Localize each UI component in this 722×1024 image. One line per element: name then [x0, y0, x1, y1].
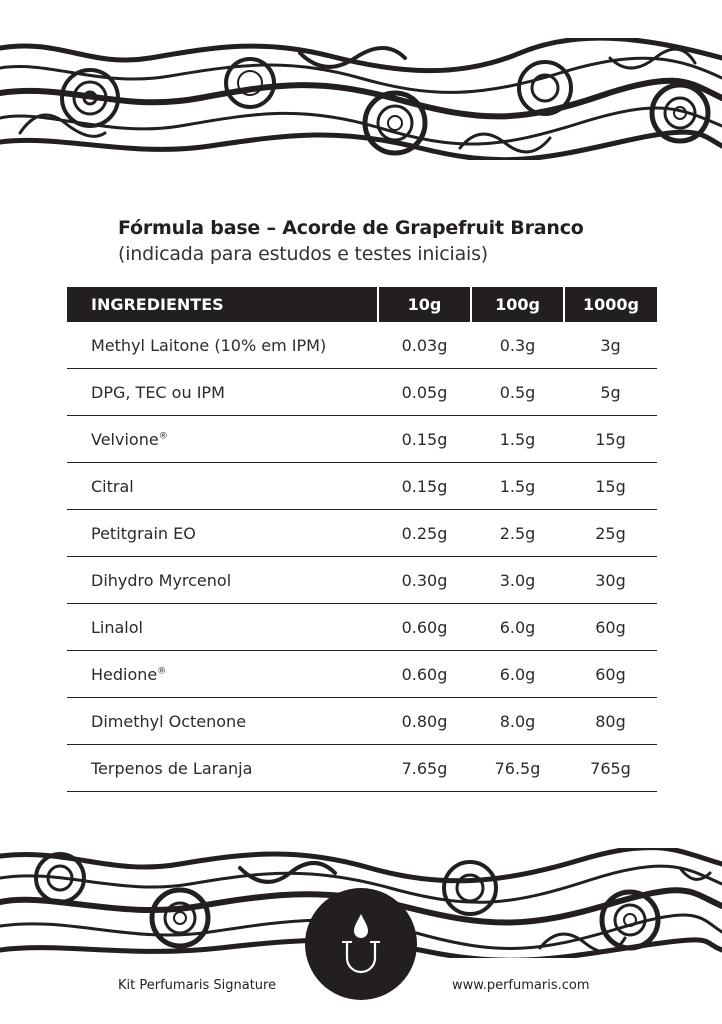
column-header-10g: 10g: [378, 287, 471, 322]
ingredient-name: Terpenos de Laranja: [67, 745, 378, 792]
amount-100g: 6.0g: [471, 604, 564, 651]
heading-block: [118, 214, 584, 266]
ingredient-name: Petitgrain EO: [67, 510, 378, 557]
drop-u-logo-icon: [305, 888, 417, 1000]
table-row: [67, 604, 657, 651]
amount-100g: 1.5g: [471, 416, 564, 463]
page-subtitle: (indicada para estudos e testes iniciais): [118, 243, 489, 265]
amount-10g: 0.60g: [378, 604, 471, 651]
amount-10g: 0.15g: [378, 416, 471, 463]
table-row: [67, 369, 657, 416]
column-header-ingredients: INGREDIENTES: [67, 287, 378, 322]
amount-10g: 0.05g: [378, 369, 471, 416]
table-row: [67, 557, 657, 604]
ingredient-name: Velvione®: [67, 416, 378, 463]
amount-10g: 0.80g: [378, 698, 471, 745]
ingredient-name: Dimethyl Octenone: [67, 698, 378, 745]
amount-10g: 0.30g: [378, 557, 471, 604]
table-row: [67, 651, 657, 698]
table-row: [67, 322, 657, 369]
ingredient-name: Linalol: [67, 604, 378, 651]
amount-10g: 7.65g: [378, 745, 471, 792]
table-row: [67, 745, 657, 792]
amount-100g: 1.5g: [471, 463, 564, 510]
page-title: Fórmula base – Acorde de Grapefruit Branco: [118, 217, 584, 239]
ingredient-name: Citral: [67, 463, 378, 510]
amount-1000g: 60g: [564, 604, 657, 651]
amount-10g: 0.03g: [378, 322, 471, 369]
ingredient-name: DPG, TEC ou IPM: [67, 369, 378, 416]
ingredient-name: Hedione®: [67, 651, 378, 698]
table-header-row: [67, 287, 657, 322]
table-row: [67, 510, 657, 557]
amount-1000g: 15g: [564, 416, 657, 463]
amount-1000g: 30g: [564, 557, 657, 604]
footer-kit-name: Kit Perfumaris Signature: [118, 978, 277, 993]
formula-table: [67, 287, 657, 792]
amount-100g: 8.0g: [471, 698, 564, 745]
table-row: [67, 698, 657, 745]
table-row: [67, 416, 657, 463]
amount-1000g: 80g: [564, 698, 657, 745]
amount-10g: 0.15g: [378, 463, 471, 510]
amount-1000g: 15g: [564, 463, 657, 510]
amount-100g: 76.5g: [471, 745, 564, 792]
amount-100g: 6.0g: [471, 651, 564, 698]
table-row: [67, 463, 657, 510]
amount-10g: 0.25g: [378, 510, 471, 557]
amount-100g: 0.5g: [471, 369, 564, 416]
amount-1000g: 3g: [564, 322, 657, 369]
amount-1000g: 5g: [564, 369, 657, 416]
decorative-marble-band-top: [0, 38, 722, 160]
amount-1000g: 25g: [564, 510, 657, 557]
footer-website: www.perfumaris.com: [452, 978, 590, 993]
amount-1000g: 765g: [564, 745, 657, 792]
amount-100g: 0.3g: [471, 322, 564, 369]
ingredient-name: Methyl Laitone (10% em IPM): [67, 322, 378, 369]
column-header-1000g: 1000g: [564, 287, 657, 322]
column-header-100g: 100g: [471, 287, 564, 322]
amount-1000g: 60g: [564, 651, 657, 698]
amount-100g: 2.5g: [471, 510, 564, 557]
ingredient-name: Dihydro Myrcenol: [67, 557, 378, 604]
amount-10g: 0.60g: [378, 651, 471, 698]
amount-100g: 3.0g: [471, 557, 564, 604]
